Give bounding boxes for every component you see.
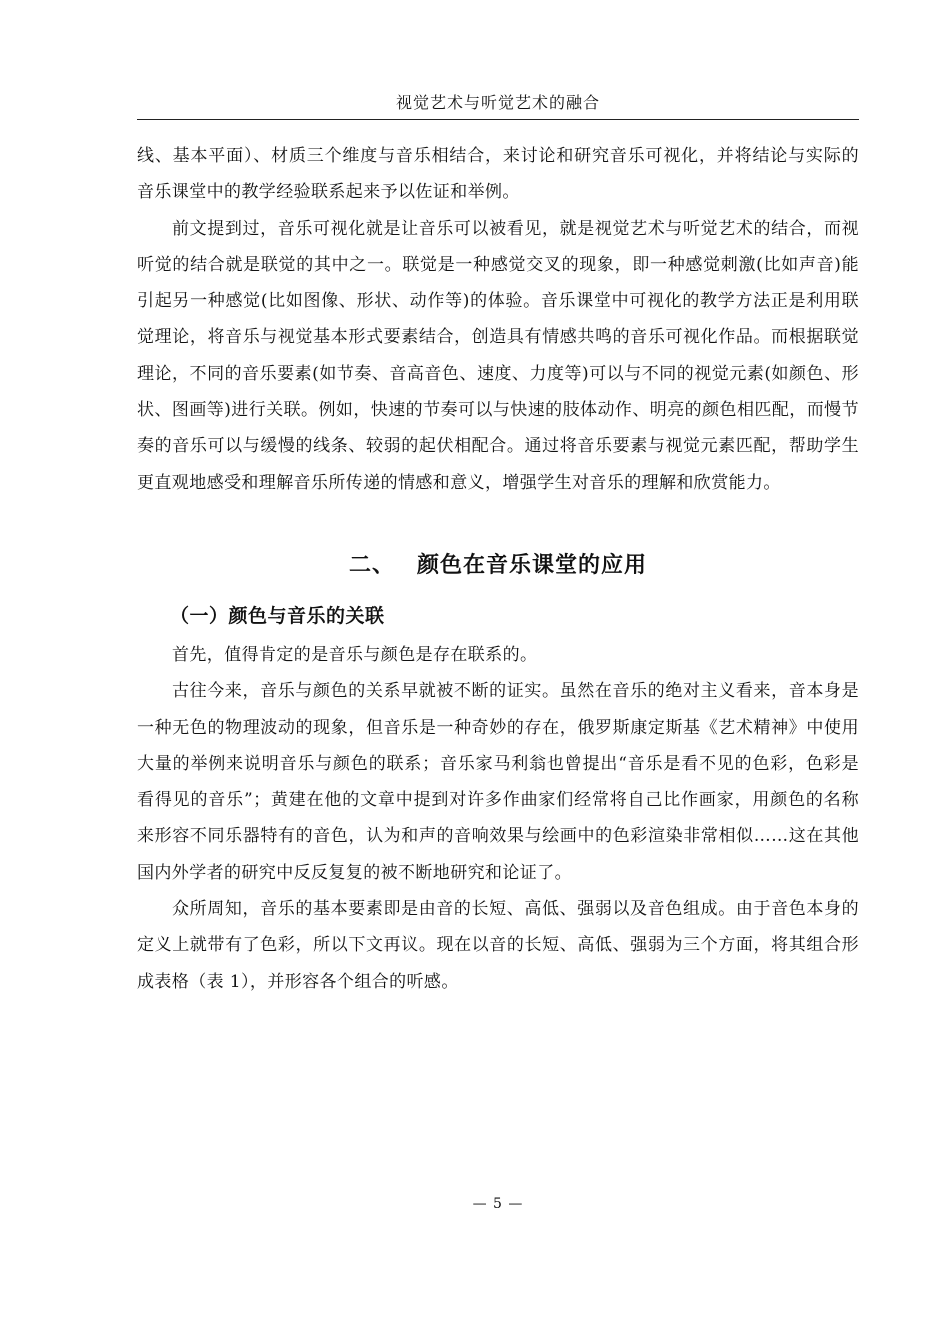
paragraph-elements: 众所周知，音乐的基本要素即是由音的长短、高低、强弱以及音色组成。由于音色本身的定义上就带有了色彩，所以下文再议。现在以音的长短、高低、强弱为三个方面，将其组合形成表格（表 1），并形容各个组合的听感。 (137, 899, 859, 992)
paragraph-history: 古往今来，音乐与颜色的关系早就被不断的证实。虽然在音乐的绝对主义看来，音本身是一种无色的物理波动的现象，但音乐是一种奇妙的存在，俄罗斯康定斯基《艺术精神》中使用大量的举例来说明音乐与颜色的联系；音乐家马利翁也曾提出“音乐是看不见的色彩，色彩是看得见的音乐”；黄建在他的文章中提到对许多作曲家们经常将自己比作画家，用颜色的名称来形容不同乐器特有的音色，认为和声的音响效果与绘画中的色彩渲染非常相似……这在其他国内外学者的研究中反反复复的被不断地研究和论证了。 (137, 681, 859, 883)
section-heading (137, 551, 859, 581)
section-title: 颜色在音乐课堂的应用 (417, 552, 648, 578)
paragraph-synesthesia: 前文提到过，音乐可视化就是让音乐可以被看见，就是视觉艺术与听觉艺术的结合，而视听觉的结合就是联觉的其中之一。联觉是一种感觉交叉的现象，即一种感觉刺激(比如声音)能引起另一种感觉(比如图像、形状、动作等)的体验。音乐课堂中可视化的教学方法正是利用联觉理论，将音乐与视觉基本形式要素结合，创造具有情感共鸣的音乐可视化作品。而根据联觉理论，不同的音乐要素(如节奏、音高音色、速度、力度等)可以与不同的视觉元素(如颜色、形状、图画等)进行关联。例如，快速的节奏可以与快速的肢体动作、明亮的颜色相匹配，而慢节奏的音乐可以与缓慢的线条、较弱的起伏相配合。通过将音乐要素与视觉元素匹配，帮助学生更直观地感受和理解音乐所传递的情感和意义，增强学生对音乐的理解和欣赏能力。 (137, 218, 859, 493)
header-rule (137, 119, 859, 120)
paragraph-continuation: 线、基本平面）、材质三个维度与音乐相结合，来讨论和研究音乐可视化，并将结论与实际的音乐课堂中的教学经验联系起来予以佐证和举例。 (137, 146, 859, 203)
body-text (137, 138, 859, 1000)
subsection-spacer (137, 581, 859, 601)
section-number: 二、 (348, 552, 395, 578)
section-spacer (137, 501, 859, 551)
page-number: — 5 — (472, 1196, 524, 1212)
running-header: 视觉艺术与听觉艺术的融合 (395, 93, 600, 112)
paragraph-intro: 首先，值得肯定的是音乐与颜色是存在联系的。 (172, 644, 538, 665)
subsection-heading: （一）颜色与音乐的关联 (170, 604, 385, 627)
